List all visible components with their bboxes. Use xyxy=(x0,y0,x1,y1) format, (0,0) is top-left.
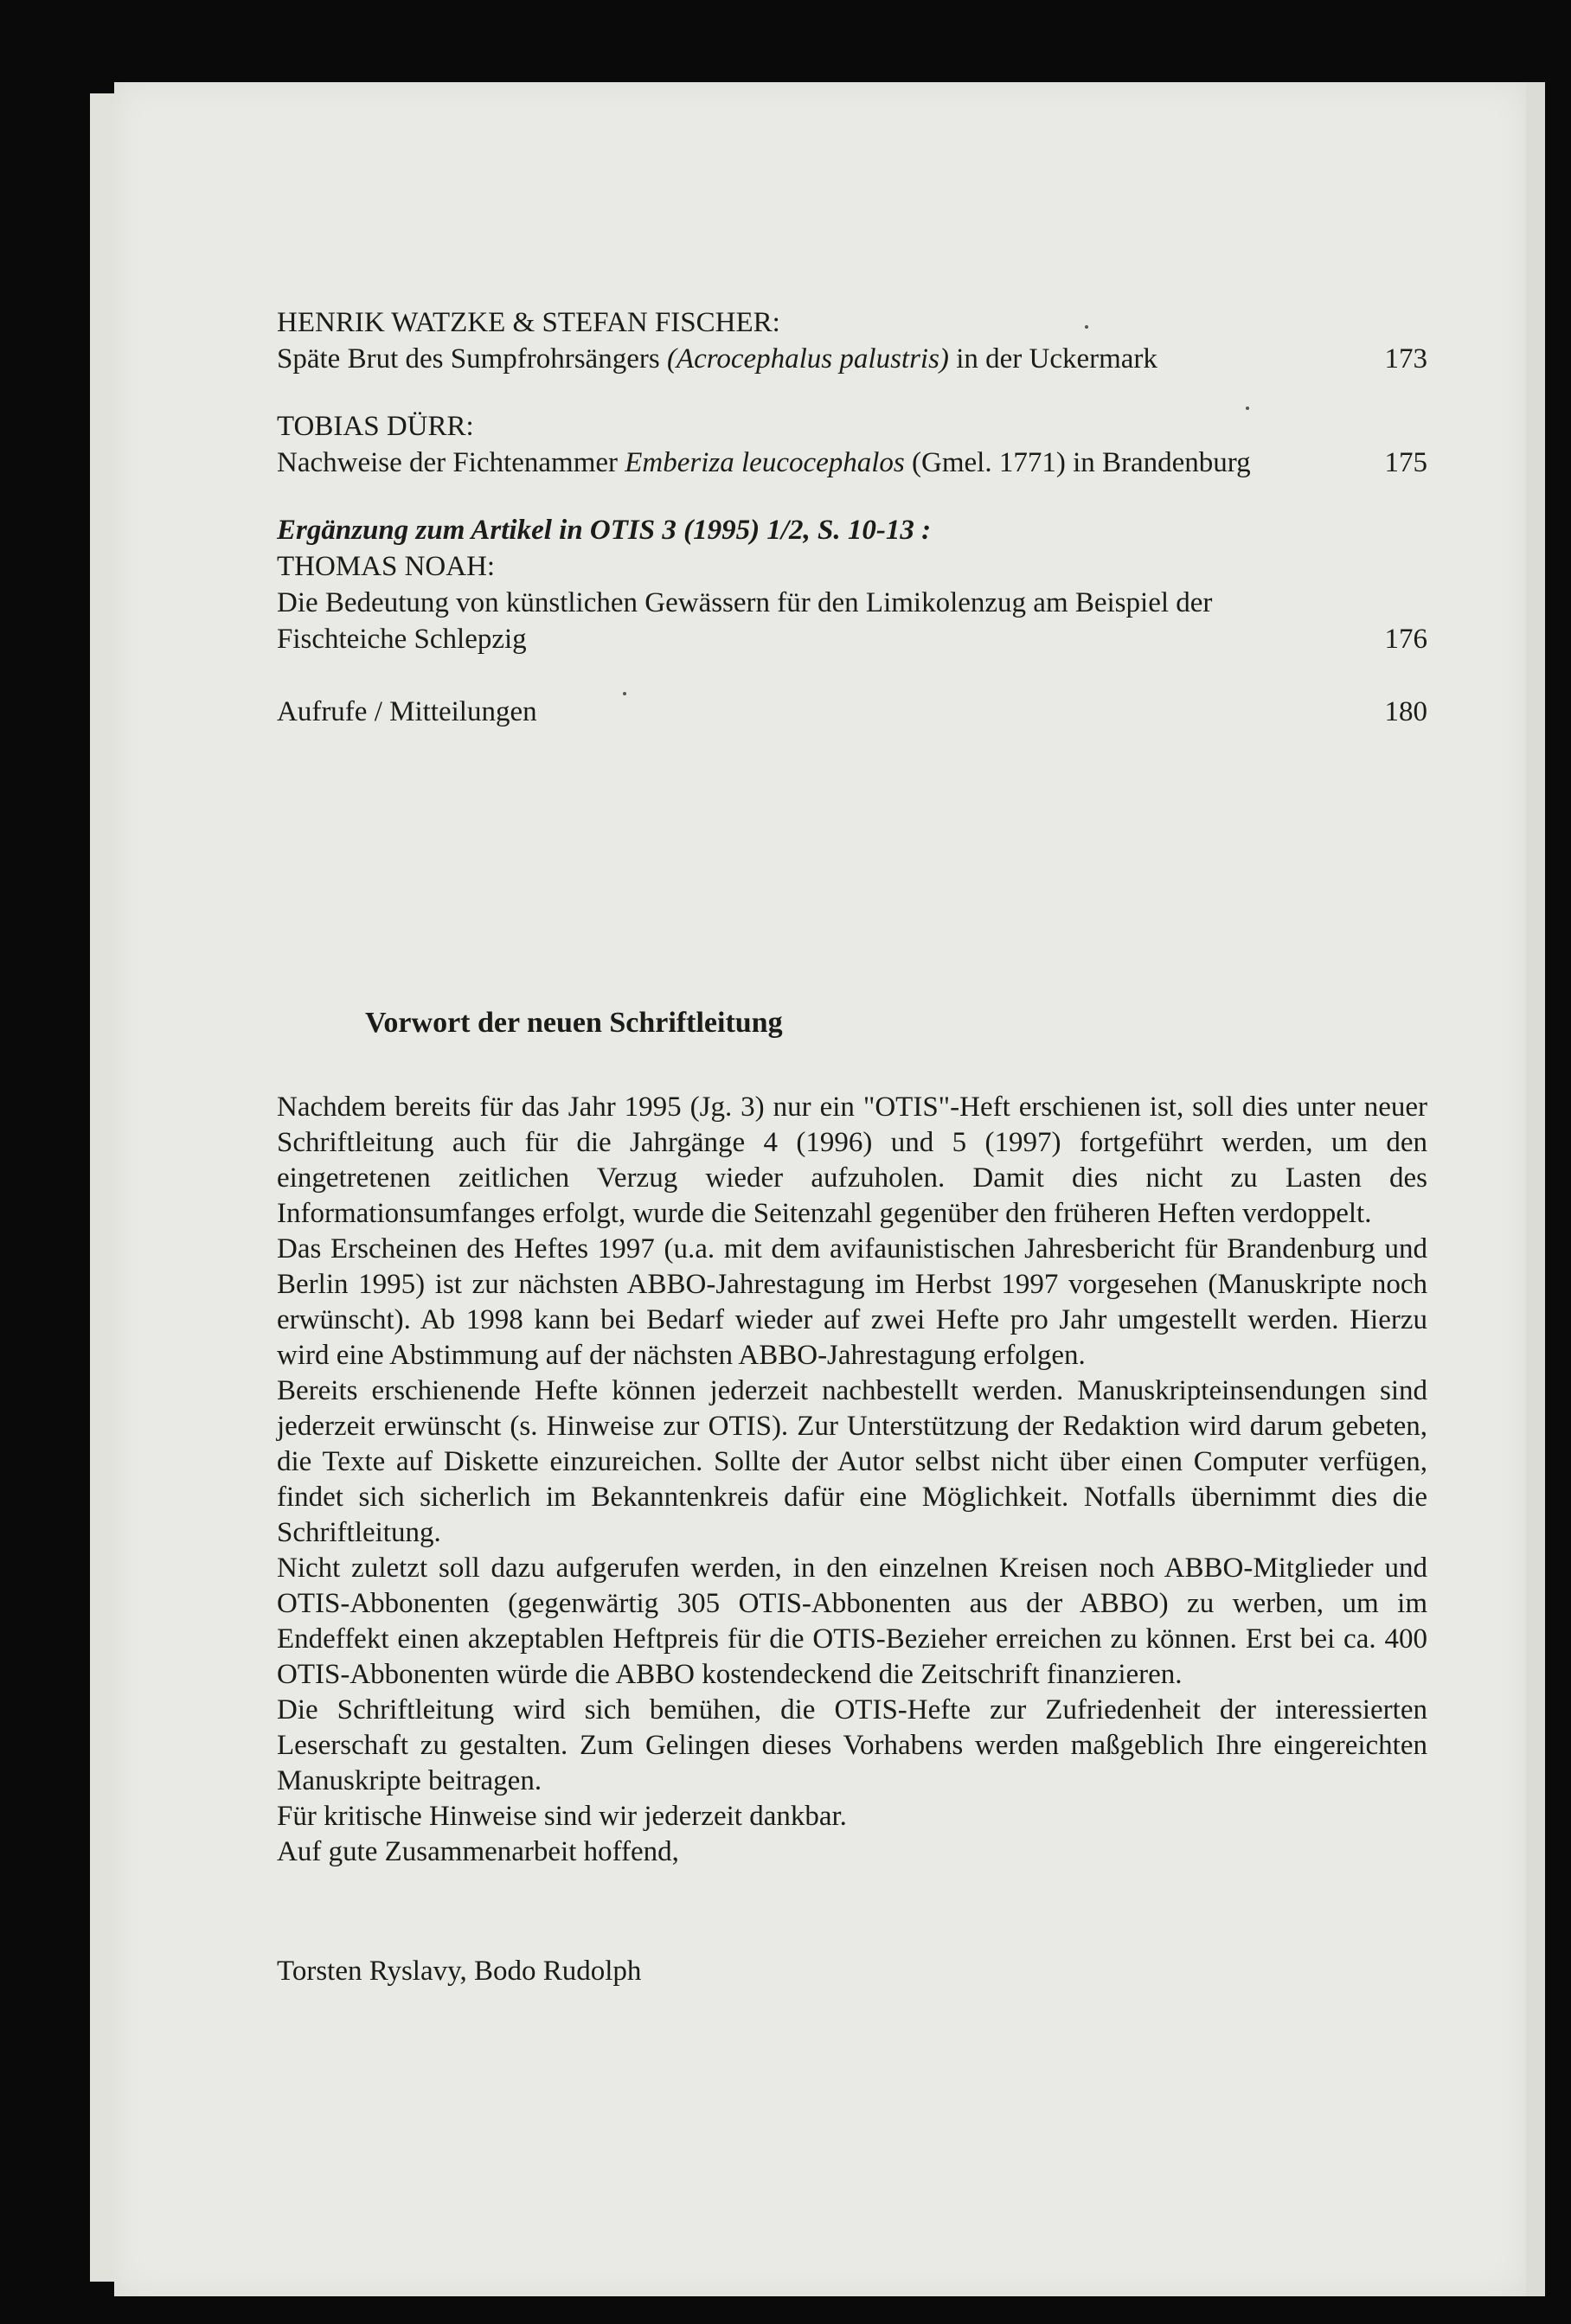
toc-author: HENRIK WATZKE & STEFAN FISCHER: xyxy=(277,307,780,338)
foreword-paragraph: Nachdem bereits für das Jahr 1995 (Jg. 3) nur ein "OTIS"-Heft erschienen ist, soll dies unter neuer Schriftleitung auch für die Jahrgänge 4 (1996) und 5 (1997) fortgeführt werden, um den eingetretenen zeitlichen Verzug wieder aufzuholen. Damit dies nicht zu Lasten des Informationsumfanges erfolgt, wurde die Seitenzahl gegenüber den früheren Heften verdoppelt. xyxy=(277,1092,1427,1229)
toc-entry-watzke-fischer xyxy=(277,304,1427,377)
toc-page-number: 180 xyxy=(1384,696,1427,727)
foreword-paragraph: Das Erscheinen des Heftes 1997 (u.a. mit dem avifaunistischen Jahresbericht für Brandenburg und Berlin 1995) ist zur nächsten ABBO-Jahrestagung im Herbst 1997 vorgesehen (Manuskripte noch erwünscht). Ab 1998 kann bei Bedarf wieder auf zwei Hefte pro Jahr umgestellt werden. Hierzu wird eine Abstimmung auf der nächsten ABBO-Jahrestagung erfolgen. xyxy=(277,1233,1427,1371)
toc-title-line: Die Bedeutung von künstlichen Gewässern für den Limikolenzug am Beispiel der xyxy=(277,587,1213,618)
toc-entry-aufrufe xyxy=(277,694,1427,730)
page-content xyxy=(277,304,1427,1989)
toc-title-row xyxy=(277,621,1427,657)
print-speck xyxy=(1085,325,1088,329)
foreword-paragraph: Bereits erschienende Hefte können jederzeit nachbestellt werden. Manuskripteinsendungen sind jederzeit erwünscht (s. Hinweise zur OTIS). Zur Unterstützung der Redaktion wird darum gebeten, die Texte auf Diskette einzureichen. Sollte der Autor selbst nicht über einen Computer verfügen, findet sich sicherlich im Bekanntenkreis dafür eine Möglichkeit. Notfalls übernimmt dies die Schriftleitung. xyxy=(277,1375,1427,1548)
toc-title-row xyxy=(277,341,1427,377)
print-speck xyxy=(623,692,626,695)
supplement-note: Ergänzung zum Artikel in OTIS 3 (1995) 1/2, S. 10-13 : xyxy=(277,515,932,546)
toc-title-row xyxy=(277,445,1427,481)
page-edge-right xyxy=(1526,82,1545,2296)
toc-page-number: 175 xyxy=(1384,447,1427,478)
foreword-paragraph: Auf gute Zusammenarbeit hoffend, xyxy=(277,1836,679,1867)
toc-author: THOMAS NOAH: xyxy=(277,551,496,582)
toc-title xyxy=(277,445,1385,481)
toc-author: TOBIAS DÜRR: xyxy=(277,411,474,442)
print-speck xyxy=(1246,407,1249,410)
toc-title-species: Emberiza leucocephalos xyxy=(625,447,905,478)
foreword-signature: Torsten Ryslavy, Bodo Rudolph xyxy=(277,1956,642,1987)
toc-title xyxy=(277,341,1385,377)
toc-title-part: (Gmel. 1771) in Brandenburg xyxy=(904,447,1251,478)
toc-page-number: 176 xyxy=(1384,624,1427,655)
toc-title-species: (Acrocephalus palustris) xyxy=(666,343,949,375)
foreword-heading: Vorwort der neuen Schriftleitung xyxy=(365,1007,783,1039)
toc-entry-noah xyxy=(277,512,1427,657)
page-edge-left xyxy=(90,93,114,2282)
foreword-body xyxy=(277,1090,1427,1870)
toc-title-line: Fischteiche Schlepzig xyxy=(277,624,527,655)
toc-title-part: Nachweise der Fichtenammer xyxy=(277,447,625,478)
toc-page-number: 173 xyxy=(1384,343,1427,375)
toc-entry-duerr xyxy=(277,408,1427,481)
foreword-paragraph: Nicht zuletzt soll dazu aufgerufen werden, in den einzelnen Kreisen noch ABBO-Mitglieder und OTIS-Abbonenten (gegenwärtig 305 OTIS-Abbonenten aus der ABBO) zu werben, um im Endeffekt einen akzeptablen Heftpreis für die OTIS-Bezieher erreichen zu können. Erst bei ca. 400 OTIS-Abbonenten würde die ABBO kostendeckend die Zeitschrift finanzieren. xyxy=(277,1553,1427,1690)
toc-title-part: Späte Brut des Sumpfrohrsängers xyxy=(277,343,667,375)
foreword-paragraph: Für kritische Hinweise sind wir jederzeit dankbar. xyxy=(277,1801,847,1832)
foreword-paragraph: Die Schriftleitung wird sich bemühen, die OTIS-Hefte zur Zufriedenheit der interessierten Leserschaft zu gestalten. Zum Gelingen dieses Vorhabens werden maßgeblich Ihre eingereichten Manuskripte beitragen. xyxy=(277,1694,1427,1796)
toc-title: Aufrufe / Mitteilungen xyxy=(277,696,537,727)
toc-title-part: in der Uckermark xyxy=(948,343,1157,375)
